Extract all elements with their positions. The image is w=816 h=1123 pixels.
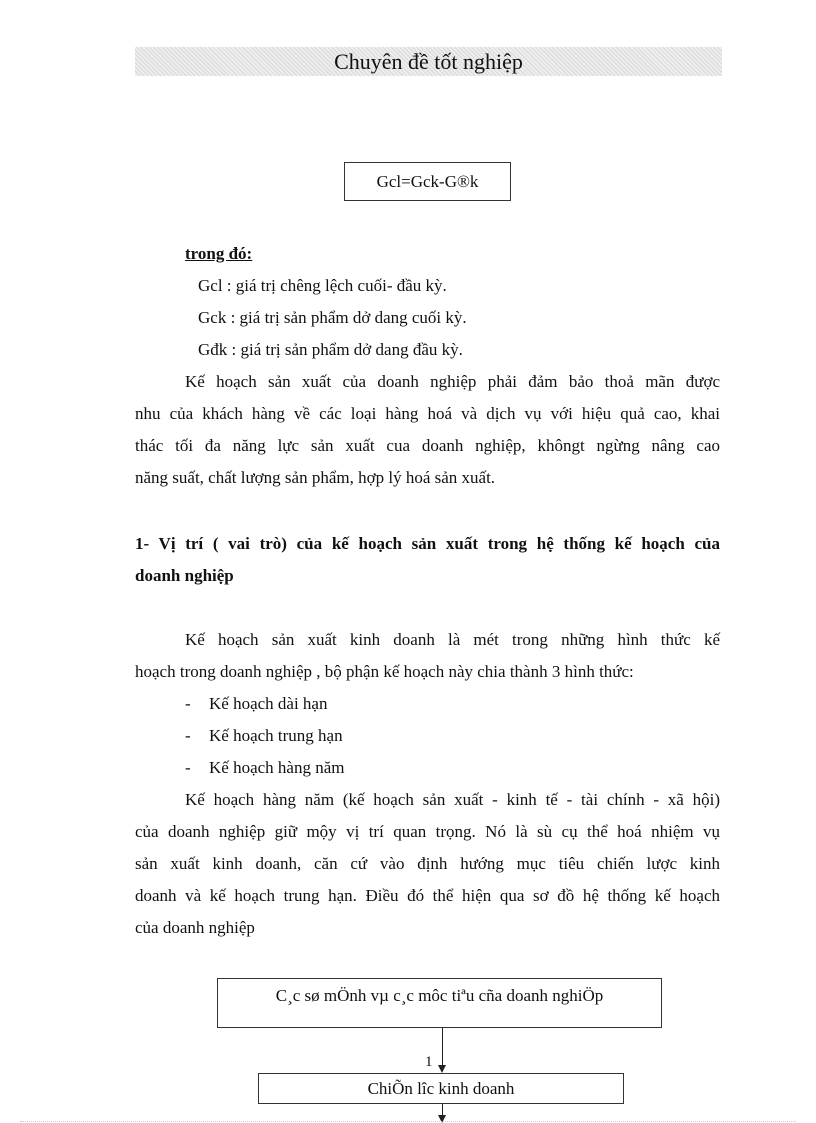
header-title: Chuyên đề tốt nghiệp [334, 49, 523, 74]
list-bullet: - [185, 758, 191, 777]
diagram-box-strategy-label: ChiÕn lîc kinh doanh [367, 1079, 515, 1098]
diagram-arrow-head [438, 1065, 446, 1073]
definition-gdk: Gđk : giá trị sản phẩm dở dang đầu kỳ. [198, 340, 463, 359]
page-edge-rule [20, 1121, 796, 1122]
paragraph2-line: Kế hoạch sản xuất kinh doanh là mét trong những hình thức kế [185, 630, 720, 649]
definitions-heading: trong đó: [185, 244, 253, 263]
diagram-arrow-label: 1 [425, 1054, 433, 1070]
paragraph2-line: hoạch trong doanh nghiệp , bộ phận kế hoạch này chia thành 3 hình thức: [135, 662, 634, 681]
paragraph3-line: doanh và kế hoạch trung hạn. Điều đó thể hiện qua sơ đồ hệ thống kế hoạch [135, 886, 720, 905]
section1-heading: 1- Vị trí ( vai trò) của kế hoạch sản xuất trong hệ thống kế hoạch của [135, 534, 720, 553]
diagram-box-strategy [258, 1073, 624, 1104]
diagram-box-missions-label: C¸c sø mÖnh vµ c¸c môc tiªu cña doanh nghiÖp [275, 986, 604, 1005]
paragraph3-line: của doanh nghiệp [135, 918, 255, 937]
formula-text: Gcl=Gck-G®k [376, 172, 479, 191]
formula-box [344, 162, 511, 201]
list-item: Kế hoạch hàng năm [209, 758, 345, 777]
list-item: Kế hoạch trung hạn [209, 726, 343, 745]
paragraph1-line: Kế hoạch sản xuất của doanh nghiệp phải đảm bảo thoả mãn được [185, 372, 720, 391]
section1-heading-cont: doanh nghiệp [135, 566, 234, 585]
paragraph3-line: sản xuất kinh doanh, căn cứ vào định hướng mục tiêu chiến lược kinh [135, 854, 720, 873]
list-bullet: - [185, 694, 191, 713]
definition-gcl: Gcl : giá trị chêng lệch cuối- đầu kỳ. [198, 276, 447, 295]
diagram-arrow-line [442, 1028, 443, 1066]
definition-gck: Gck : giá trị sản phẩm dở dang cuối kỳ. [198, 308, 467, 327]
diagram-box-missions [217, 978, 662, 1028]
page-header [135, 47, 722, 76]
list-item: Kế hoạch dài hạn [209, 694, 328, 713]
paragraph3-line: Kế hoạch hàng năm (kế hoạch sản xuất - kinh tế - tài chính - xã hội) [185, 790, 720, 809]
paragraph3-line: của doanh nghiệp giữ mộy vị trí quan trọng. Nó là sù cụ thể hoá nhiệm vụ [135, 822, 720, 841]
paragraph1-line: nhu của khách hàng về các loại hàng hoá và dịch vụ với hiệu quả cao, khai [135, 404, 720, 423]
paragraph1-line: năng suất, chất lượng sản phẩm, hợp lý hoá sản xuất. [135, 468, 496, 487]
list-bullet: - [185, 726, 191, 745]
paragraph1-line: thác tối đa năng lực sản xuất cua doanh nghiệp, khôngt ngừng nâng cao [135, 436, 720, 455]
